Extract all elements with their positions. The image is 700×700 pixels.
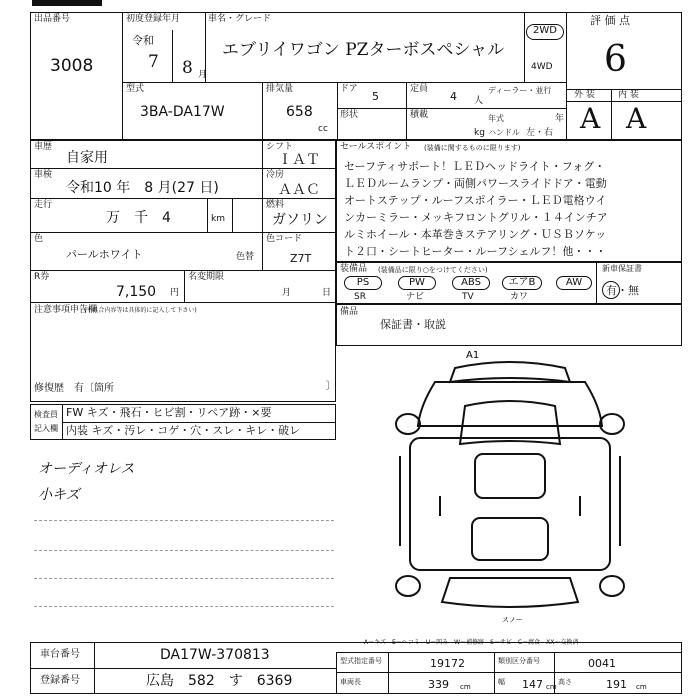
chassis-number: DA17W-370813 — [160, 647, 270, 663]
sales-sub: (装備に関するものに限ります) — [424, 144, 521, 152]
name-label: 車名・グレード — [208, 14, 272, 24]
handle-label: ハンドル — [488, 128, 520, 137]
extras-value: 保証書・取説 — [380, 318, 446, 331]
class-no-value: 0041 — [588, 657, 616, 670]
model-value: 3BA-DA17W — [140, 104, 225, 120]
sales-line: ＬＥＤルームランプ・両側パワースライドドア・電動 — [344, 177, 607, 190]
shift-label: シフト — [266, 142, 294, 152]
equip-tv: TV — [462, 292, 474, 302]
car-name: エブリイワゴン PZターボスペシャル — [222, 40, 505, 60]
recycle-value: 7,150 — [116, 284, 157, 300]
ext-grade: A — [580, 102, 601, 135]
ext-label: 外 装 — [574, 90, 595, 100]
sales-line: セーフティサポート！ＬＥＤヘッドライト・フォグ・ — [344, 160, 606, 173]
type-no-label: 型式指定番号 — [340, 657, 382, 665]
class-no-label: 類別区分番号 — [498, 657, 540, 665]
color-label: 色 — [34, 234, 44, 244]
seats-unit: 人 — [474, 96, 484, 106]
recycle-label: R券 — [34, 272, 50, 282]
score-label: 評 価 点 — [590, 14, 630, 27]
mileage-unit: km — [211, 214, 225, 224]
disp-value: 658 — [286, 104, 313, 120]
reg-label: 初度登録年月 — [126, 14, 181, 24]
sales-line: ンカーミラー・メッキフロントグリル・１４インチア — [344, 211, 608, 224]
length-label: 車両長 — [340, 678, 361, 686]
length-unit: cm — [460, 683, 471, 691]
fy-label: 年式 — [488, 114, 504, 123]
door-value: 5 — [372, 90, 379, 103]
reg-month: 8 — [182, 58, 193, 78]
grid-row2: 内装 キズ・汚レ・コゲ・穴・スレ・キレ・破レ — [66, 424, 301, 437]
handle-value: 左・右 — [526, 128, 554, 138]
dotted-line — [34, 578, 334, 579]
width-label: 幅 — [498, 678, 505, 686]
length-value: 339 — [428, 678, 449, 691]
int-grade: A — [626, 102, 647, 135]
cool-label: 冷房 — [266, 170, 285, 180]
equip-leather: カワ — [510, 292, 529, 302]
sales-lines — [344, 158, 680, 260]
dotted-line — [34, 520, 334, 521]
new-warranty-label: 新車保証書 — [602, 264, 642, 273]
sales-line: ルミホイール・本革巻きステアリング・ＵＳＢソケッ — [344, 228, 607, 241]
drive-2wd-badge: 2WD — [526, 24, 564, 40]
repair-value: 有〔箇所 — [74, 383, 114, 394]
equip-pw: PW — [398, 276, 436, 290]
top-bar — [32, 0, 102, 6]
sales-line: ト２口・シートヒーター・ルーフシェルフ！他・・・ — [344, 245, 607, 258]
height-value: 191 — [606, 678, 627, 691]
seats-value: 4 — [450, 90, 457, 103]
inspect-date: 令和10 年 8 月(27 日) — [66, 180, 219, 196]
damage-legend: A－キズ E－ヘコミ U－凹み W－補修跡 S－サビ C－腐食 XX－交換済 — [364, 639, 579, 646]
usage-label: 車歴 — [34, 142, 53, 152]
equip-navi: ナビ — [406, 292, 425, 302]
load-unit: kg — [474, 128, 485, 138]
fuel-value: ガソリン — [272, 212, 328, 228]
notes-sub: (不具合内容等は具体的に記入して下さい) — [84, 307, 197, 314]
equip-aw: AW — [556, 276, 592, 290]
disp-label: 排気量 — [266, 84, 294, 94]
transfer-month: 月 — [282, 288, 292, 298]
car-diagram — [380, 346, 640, 626]
equip-ps: PS — [344, 276, 382, 290]
dealer-label: ディーラー・並行 — [488, 86, 552, 95]
seats-label: 定員 — [410, 84, 429, 94]
equip-airbag: エアB — [502, 276, 542, 290]
equip-sr: SR — [354, 292, 366, 302]
reg-year: 7 — [148, 52, 159, 72]
lot-label: 出品番号 — [34, 14, 71, 24]
mileage-value: 万 千 4 — [106, 210, 171, 226]
fuel-label: 燃料 — [266, 200, 285, 210]
shift-value: ＩＡＴ — [278, 152, 320, 168]
drive-4wd: 4WD — [531, 62, 553, 72]
equip-abs: ABS — [452, 276, 490, 290]
color-value: パールホワイト — [66, 248, 143, 261]
grid-row1: FW キズ・飛石・ヒビ割・リペア跡・×要 — [66, 406, 272, 419]
usage-value: 自家用 — [66, 150, 108, 166]
equip-label: 装備品 — [340, 264, 368, 274]
chassis-label: 車台番号 — [40, 649, 80, 660]
load-label: 積載 — [410, 110, 429, 120]
score-value: 6 — [604, 39, 627, 80]
dotted-line — [34, 606, 334, 607]
recycle-unit: 円 — [170, 288, 180, 298]
diagram-bottom-mark: スノー — [502, 616, 523, 624]
warranty-circle — [602, 281, 620, 299]
plate-label: 登録番号 — [40, 675, 80, 686]
code-label: 色コード — [266, 234, 303, 244]
color-code: Z7T — [290, 252, 312, 265]
grid-label-1: 検査員 — [34, 410, 58, 419]
width-value: 147 — [522, 678, 543, 691]
reg-month-unit: 月 — [198, 70, 208, 80]
inspect-label: 車検 — [34, 170, 53, 180]
door-label: ドア — [340, 84, 358, 94]
model-label: 型式 — [126, 84, 145, 94]
mileage-label: 走行 — [34, 200, 53, 210]
disp-unit: cc — [318, 124, 328, 134]
grid-label-2: 記入欄 — [34, 424, 58, 433]
sales-line: オートステップ・ルーフスポイラー・ＬＥＤ電格ウイ — [344, 194, 607, 207]
diagram-top-mark: A1 — [466, 350, 480, 361]
repair-label: 修復歴 — [34, 383, 64, 394]
dotted-line — [34, 550, 334, 551]
height-unit: cm — [636, 683, 647, 691]
type-no-value: 19172 — [430, 657, 465, 670]
width-unit: cm — [546, 683, 557, 691]
color-no-label: 色替 — [236, 252, 255, 262]
shape-label: 形状 — [340, 110, 359, 120]
new-warranty-value: 有・無 — [606, 284, 639, 297]
int-label: 内 装 — [618, 90, 639, 100]
sales-label: セールスポイント — [340, 142, 412, 152]
height-label: 高さ — [558, 678, 572, 686]
plate-number: 広島 582 す 6369 — [146, 673, 293, 689]
cool-value: ＡＡＣ — [278, 182, 320, 198]
reg-era: 令和 — [132, 34, 154, 47]
notes-label: 注意事項申告欄 — [34, 305, 98, 315]
equip-sub: (装備品に限り○をつけてください) — [378, 266, 488, 274]
hand-note-1: オーディオレス — [38, 461, 135, 477]
fy-unit: 年 — [555, 114, 565, 124]
transfer-day: 日 — [322, 288, 332, 298]
lot-number: 3008 — [50, 56, 94, 76]
hand-note-2: 小キズ — [38, 487, 80, 503]
transfer-label: 名変期限 — [188, 272, 225, 282]
extras-label: 備品 — [340, 307, 359, 317]
